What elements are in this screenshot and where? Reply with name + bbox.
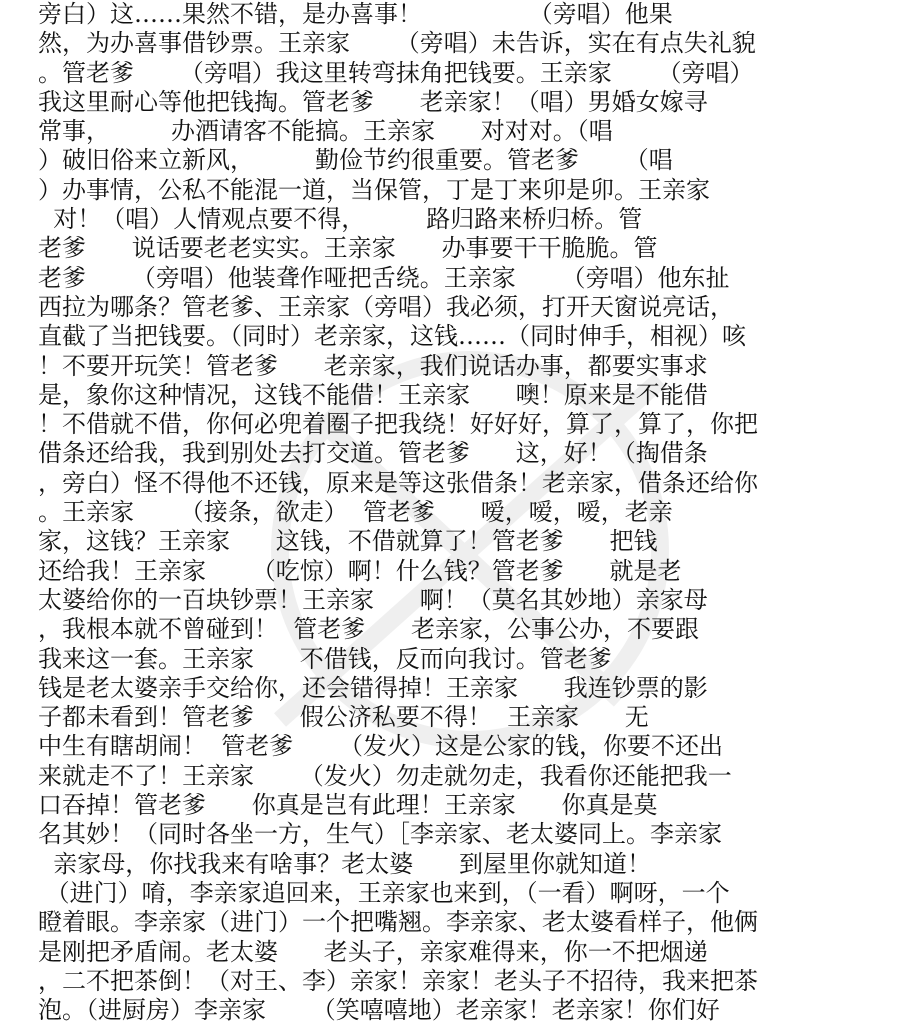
text-line: （进门）唷，李亲家追回来，王亲家也来到，（一看）啊呀，一个 [38,878,730,907]
text-line: 我来这一套。王亲家 不借钱，反而向我讨。管老爹 [38,644,612,673]
text-line: 对！（唱）人情观点要不得， 路归路来桥归桥。管 [38,205,643,234]
text-line: ，旁白）怪不得他不还钱，原来是等这张借条！老亲家，借条还给你 [38,468,758,497]
text-line: 是刚把矛盾闹。老太婆 老头子，亲家难得来，你一不把烟递 [38,937,708,966]
text-line: ！不要开玩笑！管老爹 老亲家，我们说话办事，都要实事求 [38,351,708,380]
text-line: ）办事情，公私不能混一道，当保管，丁是丁来卯是卯。王亲家 [38,175,710,204]
text-line: 。管老爹 （旁唱）我这里转弯抹角把钱要。王亲家 （旁唱） [38,58,754,87]
text-line: ，我根本就不曾碰到！ 管老爹 老亲家，公事公办，不要跟 [38,615,700,644]
text-line: 太婆给你的一百块钞票！王亲家 啊！（莫名其妙地）亲家母 [38,585,708,614]
text-line: 借条还给我，我到别处去打交道。管老爹 这，好！（掏借条 [38,439,708,468]
text-line: 家，这钱？王亲家 这钱，不借就算了！管老爹 把钱 [38,527,658,556]
text-line: 西拉为哪条？管老爹、王亲家（旁唱）我必须，打开天窗说亮话， [38,292,734,321]
text-line: 中生有瞎胡闹！ 管老爹 （发火）这是公家的钱，你要不还出 [38,732,724,761]
text-line: 我这里耐心等他把钱掏。管老爹 老亲家！（唱）男婚女嫁寻 [38,87,708,116]
text-line: 常事， 办酒请客不能搞。王亲家 对对对。（唱 [38,117,613,146]
document-body [38,0,888,1025]
text-line: 。王亲家 （接条，欲走） 管老爹 嗳，嗳，嗳，老亲 [38,498,673,527]
text-line: 直截了当把钱要。（同时）老亲家，这钱……（同时伸手，相视）咳 [38,322,746,351]
text-line: 老爹 （旁唱）他装聋作哑把舌绕。王亲家 （旁唱）他东扯 [38,263,730,292]
text-line: 老爹 说话要老老实实。王亲家 办事要干干脆脆。管 [38,234,658,263]
text-line: 然，为办喜事借钞票。王亲家 （旁唱）未告诉，实在有点失礼貌 [38,29,756,58]
text-line: 钱是老太婆亲手交给你，还会错得掉！王亲家 我连钞票的影 [38,673,708,702]
text-line: 口吞掉！管老爹 你真是岂有此理！王亲家 你真是莫 [38,791,658,820]
text-line: 子都未看到！管老爹 假公济私要不得！ 王亲家 无 [38,703,649,732]
text-line: 名其妙！（同时各坐一方，生气）［李亲家、老太婆同上。李亲家 [38,820,722,849]
text-line: 是，象你这种情况，这钱不能借！王亲家 噢！原来是不能借 [38,380,708,409]
text-line: 旁白）这……果然不错，是办喜事！ （旁唱）他果 [38,0,673,28]
text-line: 来就走不了！王亲家 （发火）勿走就勿走，我看你还能把我一 [38,761,732,790]
text-line: 还给我！王亲家 （吃惊）啊！什么钱？管老爹 就是老 [38,556,682,585]
text-line: 瞪着眼。李亲家（进门）一个把嘴翘。李亲家、老太婆看样子，他俩 [38,908,758,937]
text-line: ，二不把茶倒！（对王、李）亲家！亲家！老头子不招待，我来把茶 [38,966,758,995]
text-line: ！不借就不借，你何必兜着圈子把我绕！好好好，算了，算了，你把 [38,410,758,439]
text-line: 亲家母，你找我来有啥事？老太婆 到屋里你就知道！ [38,849,652,878]
text-line: ）破旧俗来立新风， 勤俭节约很重要。管老爹 （唱 [38,146,673,175]
text-line: 泡。（进厨房）李亲家 （笑嘻嘻地）老亲家！老亲家！你们好 [38,996,720,1025]
